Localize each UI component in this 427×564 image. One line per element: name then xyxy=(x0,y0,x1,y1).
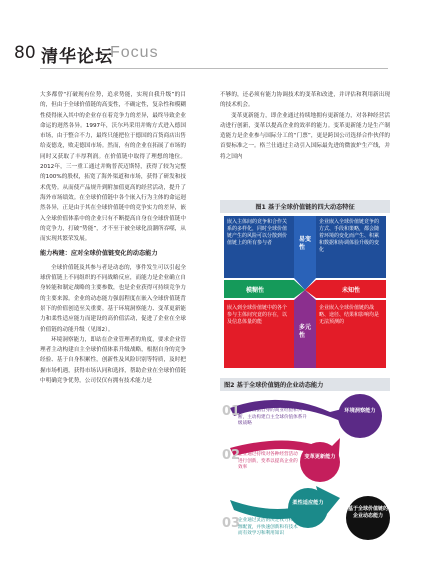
body-paragraph: 不够的，还必须有能力协调技术的变革和改进，并评估和利用新出现的技术机会。 xyxy=(220,92,390,109)
body-paragraph: 变革更新能力，即企业通过持续地拥有更新能力，对各种经营活动进行创新，变革以提高企业的效率的能力。变革更新能力是生产制造能力是企业参与国际分工的“门票”，更是跨国公司选择合作伙伴的首要标准之一。格兰仕通过主动引入国际最先进的微波炉生产线，并将之国内 xyxy=(220,112,390,160)
fig1-label-top: 易变性 xyxy=(299,236,312,251)
fig2-center-label: 基于全球价值链的企业动态能力 xyxy=(348,506,389,519)
fig1-box-top-right: 企业嵌入全球价值链竞争的方式、手段和策略，都会随着环境的变化而产生、积累和数据和协调体验升级的变化 xyxy=(319,219,380,253)
fig1-label-right: 未知性 xyxy=(342,287,361,294)
fig2-label-env: 环境洞察能力 xyxy=(344,408,376,414)
fig1-box-bottom-right: 企业嵌入全球价值链的战略、途径、结果和影响均是无法预测的 xyxy=(319,305,380,325)
fig2-circle-change xyxy=(300,442,340,482)
fig2-circle-env xyxy=(338,394,382,438)
figure2 xyxy=(220,390,390,555)
body-paragraph: 环境洞察能力，即站在企业管理者的角度，要求企业管理者主动构建自主全球价值体系升级战略，根据自身的竞争经验、基于自身积累性，创新性及风险识别等特质，及时把握市场机遇，获得市场认同和选择，帮助企业在全球价值链中明确竞争优势，公司仅仅有拥有技术能力是 xyxy=(40,336,186,385)
fig2-step-num: 02 xyxy=(222,448,241,463)
page-header xyxy=(0,0,427,66)
fig1-arrow-top xyxy=(294,216,316,290)
fig2-step-text: 企业通过持续对各种经营活动进行创新，变革以提高企业的效率 xyxy=(238,452,298,470)
fig1-box-top-left: 嵌入主体间的竞争和合作关系的多样化，同时全球价值链产生的风险可以分散到价值链上的所有参与者 xyxy=(227,219,288,246)
fig1-box-bottom-left: 嵌入到全球价值链中的各个参与主体间究竟的存在，以及信息体量的能 xyxy=(227,305,288,325)
header-rule xyxy=(40,68,388,69)
fig2-step-num: 03 xyxy=(222,516,241,531)
fig1-label-bottom: 多元性 xyxy=(299,324,312,339)
fig2-label-flex: 柔性适应能力 xyxy=(292,500,324,506)
fig2-label-change: 变革更新能力 xyxy=(304,454,336,460)
section-title-cn: 清华论坛 xyxy=(41,47,113,67)
fig2-step-text: 企业通过灵活的决定权力和资源配置，并快速创新和有技术而有效学习和利用知识 xyxy=(238,518,298,536)
section-subhead: 能力构建：应对全球价值链变化的动态能力 xyxy=(40,250,158,258)
figure2-title: 图2 基于全球价值链的企业动态能力 xyxy=(220,378,390,391)
section-title-en: Focus xyxy=(110,44,159,61)
body-paragraph: 大多都曾“打破现有位势，追求势能，实现自我升级”的目的，但由于全球价值链的高变性，不确定性，复杂性和模糊性使得嵌入其中的企业存在着竞争力的差异，最终导致企业命运的迥然各异。1997年，沃尔玛采用并购方式进入德国市场，由于整合不力，最终只能把位于德国的百货商店出售给麦德龙，败走德国市场。然而，有的企业在拓展了市场的同时又获取了丰厚利润。在价值链中取得了理想的地位。2012年，三一重工通过并购普茨迈斯特，获得了较为完整的100%的股权，拓宽了海外渠道和市场，获得了研发和技术优势。从而使产品规升到附加值更高的经营活动，提升了海外市场绩效。在全球价值链中各个嵌入行为主体的命运迥然各异，正是由于其在全球价值链中的竞争实力的差异，嵌入全球价值体系中的企业只有不断提高自身在全球价值链中的竞争力，打破“势能”，才不至于被全球化浪潮所吞噬，从而实现其繁荣发展。 xyxy=(40,92,186,243)
figure1-title: 图1 基于全球价值链的四大动态特征 xyxy=(220,200,390,213)
fig2-step-num: 01 xyxy=(222,404,241,419)
figure1 xyxy=(220,212,390,372)
page-number: 80 xyxy=(14,43,36,63)
fig2-step-text: 管理者根据自身的商业经验和判断，主动构建自主全球价值体系升级战略 xyxy=(238,408,307,426)
fig1-label-left: 模糊性 xyxy=(246,287,265,294)
body-paragraph: 全球价值链及其参与者是动态的，事件发生可以引起全球价值链上不同组织的不同战略反应，而能力是企业确立自身转能和制定战略的主要参数，也是企业获得可持续竞争力的主要来源。企业的动态能力强弱程度在嵌入全球价值链背景下的价值创造至关重要。基于环境洞察能力、变革更新能力和柔性适应能力而建设的高价值活动，促进了企业在全球价值链的动能升级（见图2）。 xyxy=(40,264,186,333)
right-column xyxy=(220,90,390,195)
left-column xyxy=(40,90,186,386)
